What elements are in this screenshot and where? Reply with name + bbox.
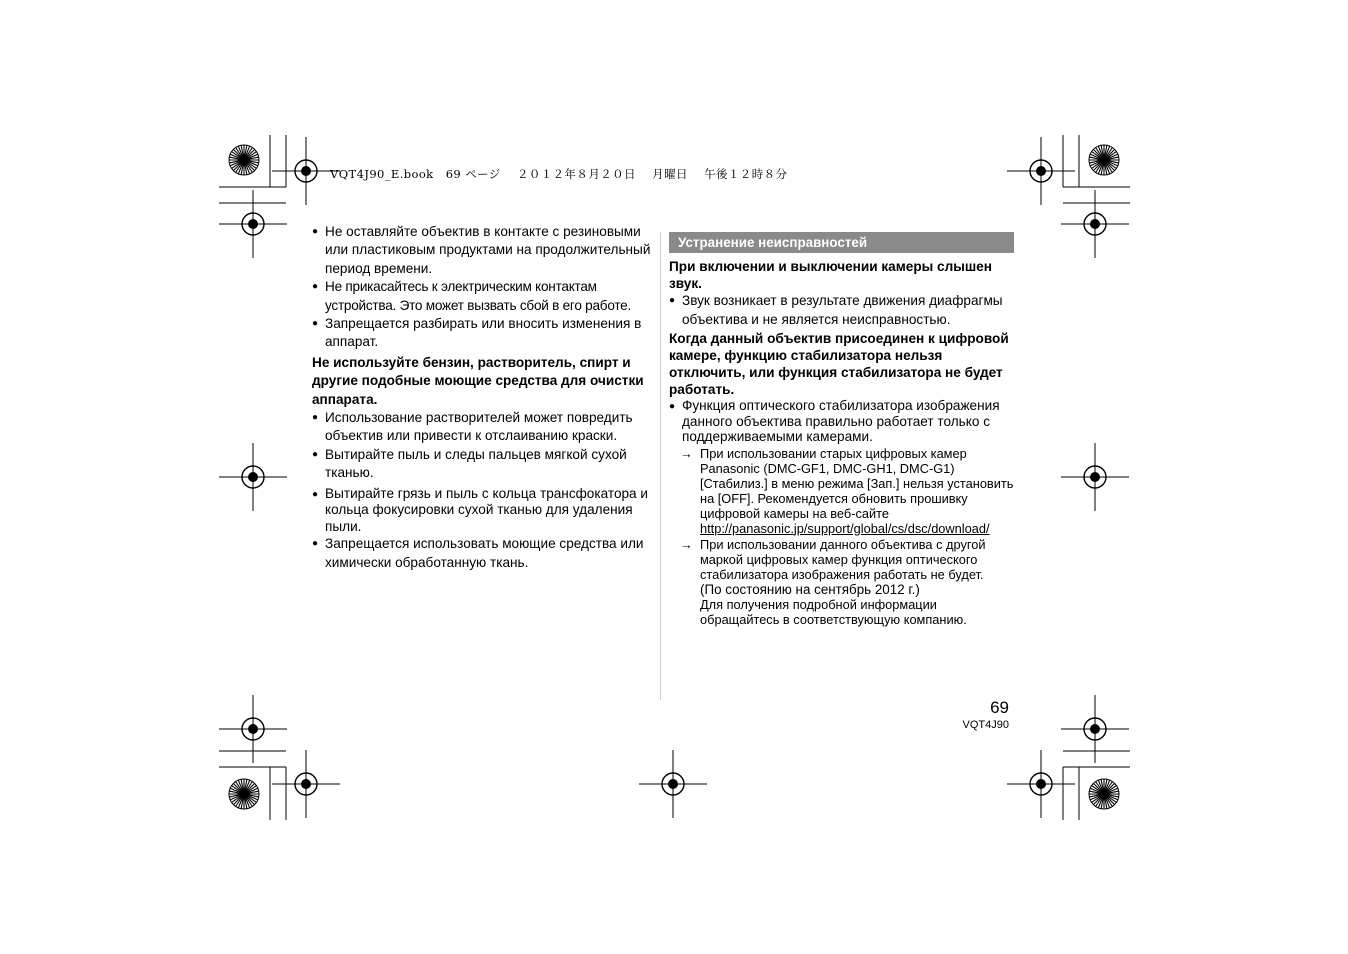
- header-file: VQT4J90_E.book: [330, 167, 434, 181]
- model-code: VQT4J90: [962, 719, 1009, 731]
- header-page: 69: [445, 167, 462, 181]
- arrow-icon: →: [680, 445, 693, 461]
- list-item: ● Запрещается использовать моющие средства или химически обработанную ткань.: [312, 535, 657, 572]
- right-column: [669, 232, 1014, 628]
- list-item: ● Звук возникает в результате движения диафрагмы объектива и не является неисправностью.: [669, 292, 1014, 329]
- warning-heading: Не используйте бензин, растворитель, спирт и другие подобные моющие средства для очистки аппарата.: [312, 354, 644, 407]
- sub-note: [669, 538, 1014, 627]
- sub-note-text: При использовании старых цифровых камер Panasonic (DMC-GF1, DMC-GH1, DMC-G1) [Стабилиз.] в меню режима [Зап.] нельзя установить на [OFF]. Рекомендуется обновить прошивку цифровой камеры на веб-сайте: [700, 445, 1014, 521]
- left-column: [312, 223, 657, 572]
- support-link[interactable]: http://panasonic.jp/support/global/cs/dsc/download/: [700, 520, 990, 536]
- list-item: ● Вытирайте грязь и пыль с кольца трансфокатора и кольца фокусировки сухой тканью для удаления пыли.: [312, 486, 657, 536]
- arrow-icon: →: [680, 537, 693, 553]
- question-heading: Когда данный объектив присоединен к цифровой камере, функцию стабилизатора нельзя отключить, или функция стабилизатора не будет работать.: [669, 331, 1009, 398]
- list-item: ● Функция оптического стабилизатора изображения данного объектива правильно работает только с поддерживаемыми камерами.: [669, 398, 1014, 445]
- header-weekday: 月曜日: [652, 167, 688, 181]
- sub-note-more: Для получения подробной информации обращайтесь в соответствующую компанию.: [700, 597, 967, 627]
- page-number: 69: [990, 698, 1009, 717]
- print-header: [330, 166, 787, 182]
- header-page-suffix: ページ: [465, 167, 501, 181]
- section-title: Устранение неисправностей: [669, 232, 1014, 253]
- header-time: 午後１２時８分: [704, 167, 788, 181]
- list-item: ● Запрещается разбирать или вносить изменения в аппарат.: [312, 315, 657, 352]
- column-divider: [660, 232, 661, 700]
- sub-note-date: (По состоянию на сентябрь 2012 г.): [700, 582, 920, 598]
- header-date: ２０１２年８月２０日: [516, 167, 636, 181]
- list-item: ● Не оставляйте объектив в контакте с резиновыми или пластиковым продуктами на продолжительный период времени.: [312, 223, 657, 278]
- list-item: ● Не прикасайтесь к электрическим контактам устройства. Это может вызвать сбой в его работе.: [312, 278, 657, 315]
- question-heading: При включении и выключении камеры слышен звук.: [669, 259, 992, 291]
- list-item: ● Вытирайте пыль и следы пальцев мягкой сухой тканью.: [312, 446, 657, 483]
- sub-note: [669, 447, 1014, 536]
- list-item: ● Использование растворителей может повредить объектив или привести к отслаиванию краски.: [312, 409, 657, 446]
- sub-note-text: При использовании данного объектива с другой маркой цифровых камер функция оптического стабилизатора изображения работать не будет.: [700, 537, 986, 583]
